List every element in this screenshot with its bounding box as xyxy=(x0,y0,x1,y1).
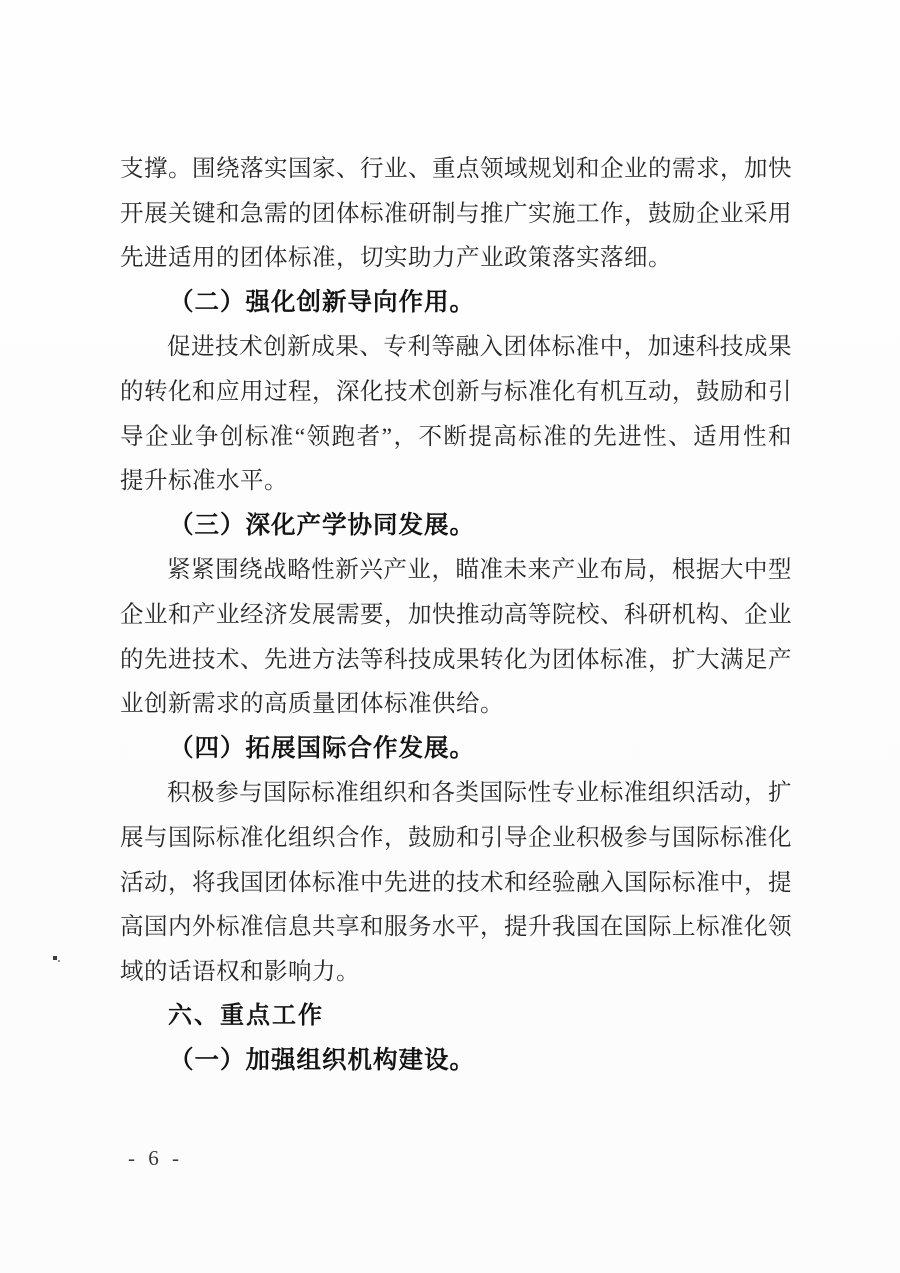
body-line: 紧紧围绕战略性新兴产业，瞄准未来产业布局，根据大中型 xyxy=(167,557,792,584)
section-heading-2: （二）强化创新导向作用。 xyxy=(169,288,475,316)
section-heading-3: （三）深化产学协同发展。 xyxy=(169,511,475,539)
body-line: 展与国际标准化组织合作，鼓励和引导企业积极参与国际标准化 xyxy=(120,824,792,851)
scan-artifact-speck xyxy=(53,956,57,960)
body-line: 业创新需求的高质量团体标准供给。 xyxy=(120,691,504,718)
body-line: 积极参与国际标准组织和各类国际性专业标准组织活动，扩 xyxy=(167,780,792,807)
body-line: 支撑。围绕落实国家、行业、重点领域规划和企业的需求，加快 xyxy=(120,156,792,182)
body-line: 高国内外标准信息共享和服务水平，提升我国在国际上标准化领 xyxy=(120,914,792,941)
body-line: 活动，将我国团体标准中先进的技术和经验融入国际标准中，提 xyxy=(120,869,792,896)
body-line: 的转化和应用过程，深化技术创新与标准化有机互动，鼓励和引 xyxy=(120,378,792,405)
body-line: 促进技术创新成果、专利等融入团体标准中，加速科技成果 xyxy=(167,334,792,361)
section-heading-1: （一）加强组织机构建设。 xyxy=(169,1046,475,1074)
body-line: 企业和产业经济发展需要，加快推动高等院校、科研机构、企业 xyxy=(120,601,792,628)
body-line: 的先进技术、先进方法等科技成果转化为团体标准，扩大满足产 xyxy=(120,646,792,673)
body-line: 开展关键和急需的团体标准研制与推广实施工作，鼓励企业采用 xyxy=(120,200,792,227)
body-line: 域的话语权和影响力。 xyxy=(120,958,360,985)
body-line: 先进适用的团体标准，切实助力产业政策落实落细。 xyxy=(120,245,672,272)
section-heading-4: （四）拓展国际合作发展。 xyxy=(169,734,475,762)
page-number: - 6 - xyxy=(128,1146,183,1170)
chapter-heading-6: 六、重点工作 xyxy=(168,1002,324,1030)
document-body xyxy=(120,147,792,1083)
body-line: 提升标准水平。 xyxy=(120,468,288,495)
body-line: 导企业争创标准“领跑者”，不断提高标准的先进性、适用性和 xyxy=(120,423,792,450)
